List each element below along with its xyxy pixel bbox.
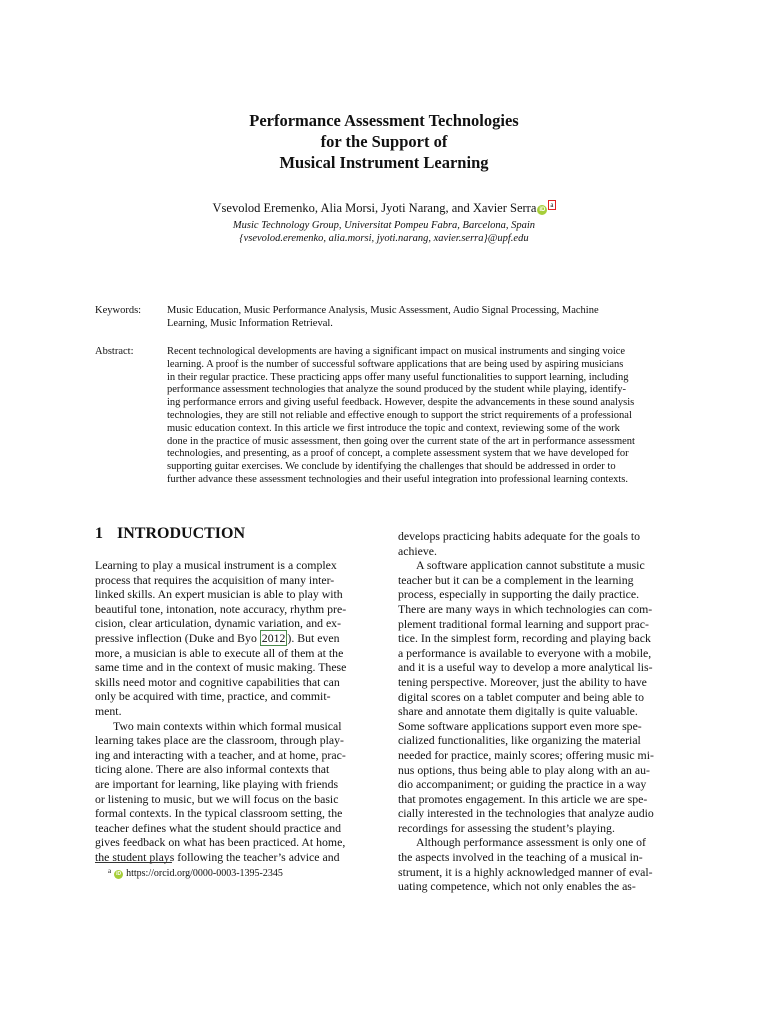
text-line: needed for practice, mainly scores; offering music mi- — [398, 747, 654, 762]
text-line: tice. In the simplest form, recording and playing back — [398, 631, 651, 646]
footnote-divider — [95, 862, 172, 863]
text-line: Learning, Music Information Retrieval. — [167, 317, 333, 329]
text-line: A software application cannot substitute a music — [416, 558, 645, 573]
text-line: skills need motor and cognitive capabilities that can — [95, 674, 340, 689]
orcid-icon: iD — [116, 871, 122, 877]
text-line: process that requires the acquisition of many inter- — [95, 572, 335, 587]
text-line: There are many ways in which technologies can com- — [398, 601, 653, 616]
abstract-label: Abstract: — [95, 346, 134, 357]
affiliation — [0, 219, 768, 245]
text-line: Although performance assessment is only one of — [416, 835, 646, 850]
author-list — [0, 200, 768, 216]
text-line: cialized functionalities, like organizing the material — [398, 733, 641, 748]
text-line: and it is a useful way to develop a more analytical lis- — [398, 660, 653, 675]
text-fragment: pressive inflection (Duke and Byo — [95, 630, 260, 645]
title-line: Musical Instrument Learning — [279, 153, 489, 172]
text-line: technologies, and presenting, as a proof of concept, a complete assessment system that we have developed for — [167, 448, 629, 460]
text-line: dio accompaniment; or guiding the practice in a way — [398, 777, 647, 792]
orcid-icon[interactable]: iD — [539, 207, 546, 213]
left-column — [95, 558, 371, 864]
text-line: develops practicing habits adequate for the goals to — [398, 529, 641, 543]
section-title: INTRODUCTION — [117, 525, 246, 542]
text-line: ing performance errors and giving useful feedback. However, despite the advancements in these sound analysis — [167, 397, 635, 409]
text-line: process, especially in supporting the daily practice. — [398, 587, 640, 602]
text-line: done in the practice of music assessment, then going over the current state of the art in performance assessment — [167, 435, 635, 447]
text-fragment: ). But even — [287, 630, 340, 645]
affiliation-emails: {vsevolod.eremenko, alia.morsi, jyoti.narang, xavier.serra}@upf.edu — [239, 233, 529, 244]
text-line: performance assessment technologies that analyze the sound produced by the student while playing, identify- — [167, 384, 626, 396]
text-line: teacher but it can be a complement in the learning — [398, 572, 634, 587]
text-line: learning. A proof is the number of successful software applications that are being used by aspiring musicians — [167, 358, 624, 370]
text-line-with-citation — [95, 631, 371, 646]
text-line: ticing alone. There are also informal contexts that — [95, 762, 330, 777]
text-line: nus options, thus being able to play along with an au- — [398, 762, 650, 777]
footnote-mark: a — [108, 867, 112, 875]
text-line: digital scores on a tablet computer and being able to — [398, 689, 645, 704]
text-line: linked skills. An expert musician is able to play with — [95, 587, 343, 602]
section-heading — [95, 525, 245, 543]
orcid-link[interactable]: https://orcid.org/0000-0003-1395-2345 — [126, 868, 283, 879]
text-line: tening perspective. Moreover, just the ability to have — [398, 674, 647, 689]
footnote-link[interactable]: a — [550, 201, 554, 209]
text-line: the student plays following the teacher’s advice and — [95, 849, 340, 864]
affiliation-institution: Music Technology Group, Universitat Pompeu Fabra, Barcelona, Spain — [232, 220, 536, 231]
text-line: or listening to music, but we will focus on the basic — [95, 791, 339, 806]
text-line: beautiful tone, intonation, note accuracy, rhythm pre- — [95, 601, 347, 616]
text-line: plement traditional formal learning and support prac- — [398, 616, 649, 631]
text-line: that promotes engagement. In this article we are spe- — [398, 791, 648, 806]
text-line: teacher defines what the student should practice and — [95, 820, 342, 835]
section-number: 1 — [95, 525, 103, 542]
text-line: Music Education, Music Performance Analysis, Music Assessment, Audio Signal Processing, Machine — [167, 305, 599, 316]
text-line: Recent technological developments are having a significant impact on musical instruments and singing voice — [167, 346, 626, 357]
text-line: ing and interacting with a teacher, and at home, prac- — [95, 747, 346, 762]
text-line: uating competence, which not only enables the as- — [398, 879, 636, 894]
author-names: Vsevolod Eremenko, Alia Morsi, Jyoti Narang, and Xavier Serra — [212, 201, 537, 215]
text-line: more, a musician is able to execute all of them at the — [95, 645, 344, 660]
text-line: Some software applications support even more spe- — [398, 718, 642, 733]
keywords-label: Keywords: — [95, 305, 142, 316]
abstract-text — [167, 346, 672, 487]
text-line: share and annotate them digitally is quite valuable. — [398, 704, 638, 719]
title-line: for the Support of — [320, 132, 448, 151]
paper-title — [0, 110, 768, 173]
citation-link[interactable]: 2012 — [261, 630, 286, 645]
text-line: music education context. In this article we first introduce the topic and context, reviewing some of the work — [167, 422, 620, 434]
text-line: supporting guitar exercises. We conclude by identifying the challenges that should be addressed in order to — [167, 461, 616, 473]
keywords-text — [167, 305, 672, 331]
text-line: strument, it is a highly acknowledged manner of eval- — [398, 864, 653, 879]
text-line: Two main contexts within which formal musical — [113, 718, 342, 733]
text-line: cision, clear articulation, dynamic variation, and ex- — [95, 616, 342, 631]
text-line: further advance these assessment technologies and their useful integration into professional learning contexts. — [167, 473, 628, 485]
text-line: cially interested in the technologies that analyze audio — [398, 806, 654, 821]
text-line: same time and in the context of music making. These — [95, 660, 347, 675]
text-line: achieve. — [398, 543, 437, 558]
text-line: technologies, they are still not reliable and effective enough to support the strict requirements of a professional — [167, 409, 632, 421]
text-line: recordings for assessing the student’s playing. — [398, 820, 615, 835]
text-line: the aspects involved in the teaching of a musical in- — [398, 850, 643, 865]
text-line: a performance is available to everyone with a mobile, — [398, 645, 652, 660]
text-line: ment. — [95, 703, 122, 718]
text-line: Learning to play a musical instrument is a complex — [95, 558, 337, 572]
footnote — [108, 865, 283, 880]
text-line: formal contexts. In the typical classroom setting, the — [95, 806, 343, 821]
title-line: Performance Assessment Technologies — [249, 111, 519, 130]
text-line: learning takes place are the classroom, through play- — [95, 733, 344, 748]
text-line: are important for learning, like playing with friends — [95, 776, 339, 791]
text-line: only be acquired with time, practice, and commit- — [95, 689, 331, 704]
right-column — [398, 529, 674, 894]
text-line: in their regular practice. These practicing apps offer many useful functionalities to support learning, including — [167, 371, 629, 383]
text-line: gives feedback on what has been practiced. At home, — [95, 835, 346, 850]
